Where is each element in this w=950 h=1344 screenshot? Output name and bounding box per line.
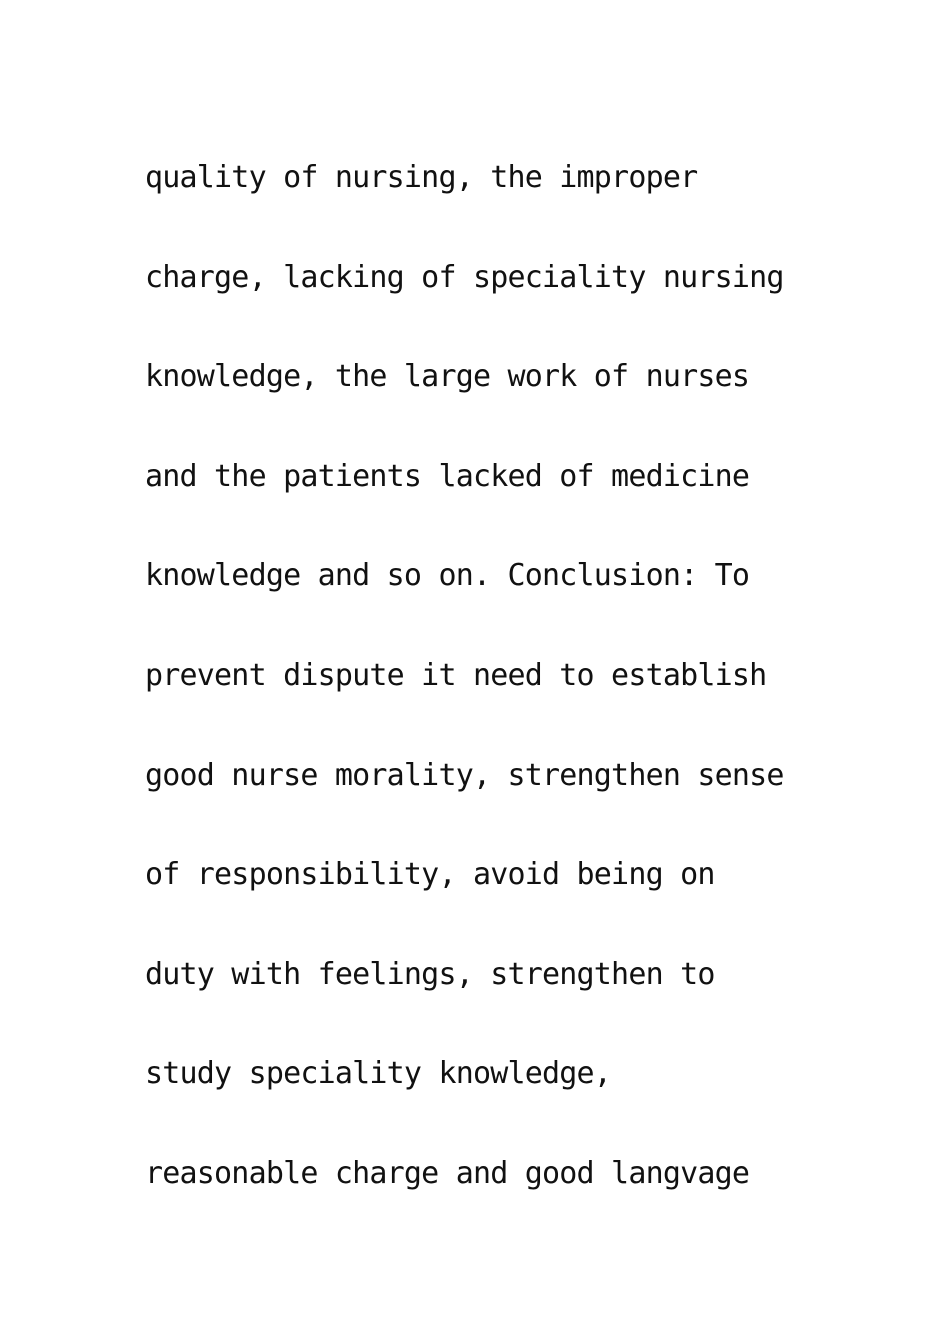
text-line: of responsibility, avoid being on bbox=[145, 857, 715, 893]
text-line: study speciality knowledge, bbox=[145, 1056, 612, 1092]
text-line: charge, lacking of speciality nursing bbox=[145, 259, 784, 295]
body-text bbox=[145, 128, 865, 1224]
text-line: good nurse morality, strengthen sense bbox=[145, 757, 784, 793]
text-line: knowledge and so on. Conclusion: To bbox=[145, 558, 750, 594]
text-line: reasonable charge and good langvage bbox=[145, 1155, 750, 1191]
text-line: prevent dispute it need to establish bbox=[145, 657, 767, 693]
text-line: knowledge, the large work of nurses bbox=[145, 359, 750, 395]
text-line: and the patients lacked of medicine bbox=[145, 458, 750, 494]
text-line: quality of nursing, the improper bbox=[145, 160, 698, 195]
text-line: duty with feelings, strengthen to bbox=[145, 956, 715, 992]
